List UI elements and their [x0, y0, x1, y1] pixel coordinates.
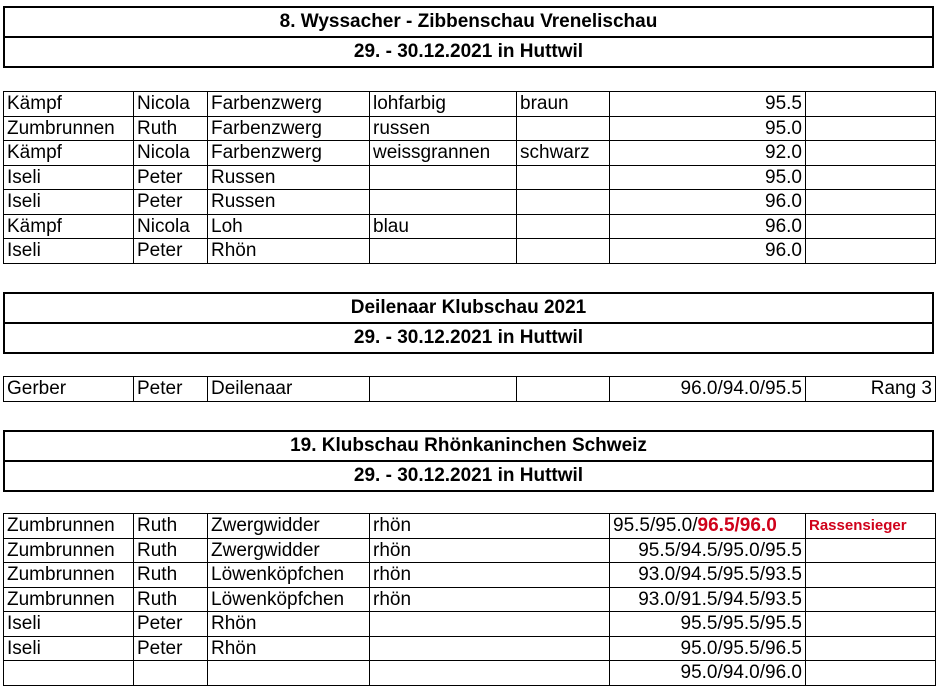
section2-title: Deilenaar Klubschau 2021 — [350, 297, 587, 318]
firstname-cell: Ruth — [134, 587, 208, 612]
breed-cell: Rhön — [208, 239, 370, 264]
firstname-cell: Peter — [134, 636, 208, 661]
score-cell: 95.0/95.5/96.5 — [610, 636, 806, 661]
score-plain: 95.5/95.0/ — [613, 515, 698, 537]
name-cell: Zumbrunnen — [4, 538, 134, 563]
table-row — [4, 165, 936, 190]
extra-cell — [806, 661, 936, 686]
score-cell: 95.0 — [610, 116, 806, 141]
color-cell — [370, 165, 517, 190]
color2-cell: braun — [517, 92, 610, 117]
name-cell: Zumbrunnen — [4, 116, 134, 141]
breed-cell: Rhön — [208, 612, 370, 637]
breed-cell: Farbenzwerg — [208, 141, 370, 166]
color2-cell — [517, 165, 610, 190]
color-cell: rhön — [370, 587, 610, 612]
firstname-cell — [134, 661, 208, 686]
color-cell — [370, 377, 517, 402]
color-cell — [370, 636, 610, 661]
name-cell: Iseli — [4, 190, 134, 215]
color-cell: lohfarbig — [370, 92, 517, 117]
breed-cell: Farbenzwerg — [208, 92, 370, 117]
color-cell: rhön — [370, 538, 610, 563]
breed-cell: Zwergwidder — [208, 538, 370, 563]
table-row — [4, 612, 936, 637]
table-row — [4, 141, 936, 166]
score-cell: 93.0/94.5/95.5/93.5 — [610, 563, 806, 588]
name-cell: Kämpf — [4, 92, 134, 117]
table-row — [4, 636, 936, 661]
color-cell — [370, 239, 517, 264]
extra-cell — [806, 141, 936, 166]
score-highlight-2: 96.0 — [739, 515, 777, 537]
section1-subtitle: 29. - 30.12.2021 in Huttwil — [5, 36, 932, 66]
color-cell: weissgrannen — [370, 141, 517, 166]
color2-cell — [517, 190, 610, 215]
section2-header — [3, 292, 934, 354]
color-cell — [370, 612, 610, 637]
section3-header — [3, 430, 934, 492]
color-cell: blau — [370, 214, 517, 239]
breed-cell: Zwergwidder — [208, 514, 370, 539]
table-row — [4, 116, 936, 141]
table-row — [4, 563, 936, 588]
extra-cell — [806, 165, 936, 190]
extra-cell — [806, 190, 936, 215]
score-cell: 96.0 — [610, 239, 806, 264]
name-cell: Iseli — [4, 165, 134, 190]
name-cell: Gerber — [4, 377, 134, 402]
firstname-cell: Nicola — [134, 92, 208, 117]
score-cell: 95.0 — [610, 165, 806, 190]
table-row — [4, 92, 936, 117]
color-cell — [370, 661, 610, 686]
table-row — [4, 239, 936, 264]
color-cell: russen — [370, 116, 517, 141]
breed-cell: Löwenköpfchen — [208, 587, 370, 612]
section2-subtitle: 29. - 30.12.2021 in Huttwil — [5, 322, 932, 352]
score-separator: / — [734, 515, 740, 537]
name-cell: Zumbrunnen — [4, 587, 134, 612]
score-cell: 95.5/95.5/95.5 — [610, 612, 806, 637]
firstname-cell: Peter — [134, 190, 208, 215]
color2-cell — [517, 116, 610, 141]
score-cell: 96.0/94.0/95.5 — [610, 377, 806, 402]
name-cell — [4, 661, 134, 686]
extra-cell — [806, 563, 936, 588]
section2-table — [3, 376, 936, 402]
score-cell: 96.0 — [610, 190, 806, 215]
section1-header — [3, 6, 934, 68]
score-cell: 96.0 — [610, 214, 806, 239]
breed-cell: Russen — [208, 165, 370, 190]
score-cell: 95.5 — [610, 92, 806, 117]
color2-cell — [517, 239, 610, 264]
score-highlight-1: 96.5 — [697, 515, 735, 537]
extra-cell — [806, 612, 936, 637]
name-cell: Kämpf — [4, 214, 134, 239]
firstname-cell: Peter — [134, 165, 208, 190]
extra-cell — [806, 636, 936, 661]
name-cell: Iseli — [4, 636, 134, 661]
table-row — [4, 214, 936, 239]
section3-table — [3, 513, 936, 686]
breed-cell: Loh — [208, 214, 370, 239]
section3-title: 19. Klubschau Rhönkaninchen Schweiz — [290, 435, 647, 456]
name-cell: Zumbrunnen — [4, 514, 134, 539]
name-cell: Iseli — [4, 239, 134, 264]
firstname-cell: Peter — [134, 377, 208, 402]
firstname-cell: Ruth — [134, 514, 208, 539]
breed-cell — [208, 661, 370, 686]
firstname-cell: Nicola — [134, 141, 208, 166]
color2-cell — [517, 214, 610, 239]
table-row — [4, 377, 936, 402]
extra-cell — [806, 116, 936, 141]
section1-table — [3, 91, 936, 264]
section1-title: 8. Wyssacher - Zibbenschau Vrenelischau — [279, 11, 658, 32]
firstname-cell: Peter — [134, 239, 208, 264]
firstname-cell: Peter — [134, 612, 208, 637]
award-badge: Rassensieger — [806, 514, 936, 539]
firstname-cell: Ruth — [134, 563, 208, 588]
color-cell — [370, 190, 517, 215]
name-cell: Zumbrunnen — [4, 563, 134, 588]
extra-cell — [806, 92, 936, 117]
extra-cell — [806, 214, 936, 239]
firstname-cell: Nicola — [134, 214, 208, 239]
table-row — [4, 661, 936, 686]
firstname-cell: Ruth — [134, 538, 208, 563]
breed-cell: Rhön — [208, 636, 370, 661]
extra-cell — [806, 538, 936, 563]
score-cell: 93.0/91.5/94.5/93.5 — [610, 587, 806, 612]
firstname-cell: Ruth — [134, 116, 208, 141]
score-cell — [610, 514, 806, 539]
extra-cell: Rang 3 — [806, 377, 936, 402]
table-row — [4, 587, 936, 612]
color-cell: rhön — [370, 514, 610, 539]
color2-cell: schwarz — [517, 141, 610, 166]
name-cell: Iseli — [4, 612, 134, 637]
score-cell: 95.0/94.0/96.0 — [610, 661, 806, 686]
name-cell: Kämpf — [4, 141, 134, 166]
extra-cell — [806, 239, 936, 264]
breed-cell: Deilenaar — [208, 377, 370, 402]
color-cell: rhön — [370, 563, 610, 588]
table-row — [4, 538, 936, 563]
color2-cell — [517, 377, 610, 402]
score-cell: 92.0 — [610, 141, 806, 166]
breed-cell: Farbenzwerg — [208, 116, 370, 141]
section3-subtitle: 29. - 30.12.2021 in Huttwil — [5, 460, 932, 490]
table-row — [4, 514, 936, 539]
breed-cell: Löwenköpfchen — [208, 563, 370, 588]
extra-cell — [806, 587, 936, 612]
table-row — [4, 190, 936, 215]
score-cell: 95.5/94.5/95.0/95.5 — [610, 538, 806, 563]
breed-cell: Russen — [208, 190, 370, 215]
